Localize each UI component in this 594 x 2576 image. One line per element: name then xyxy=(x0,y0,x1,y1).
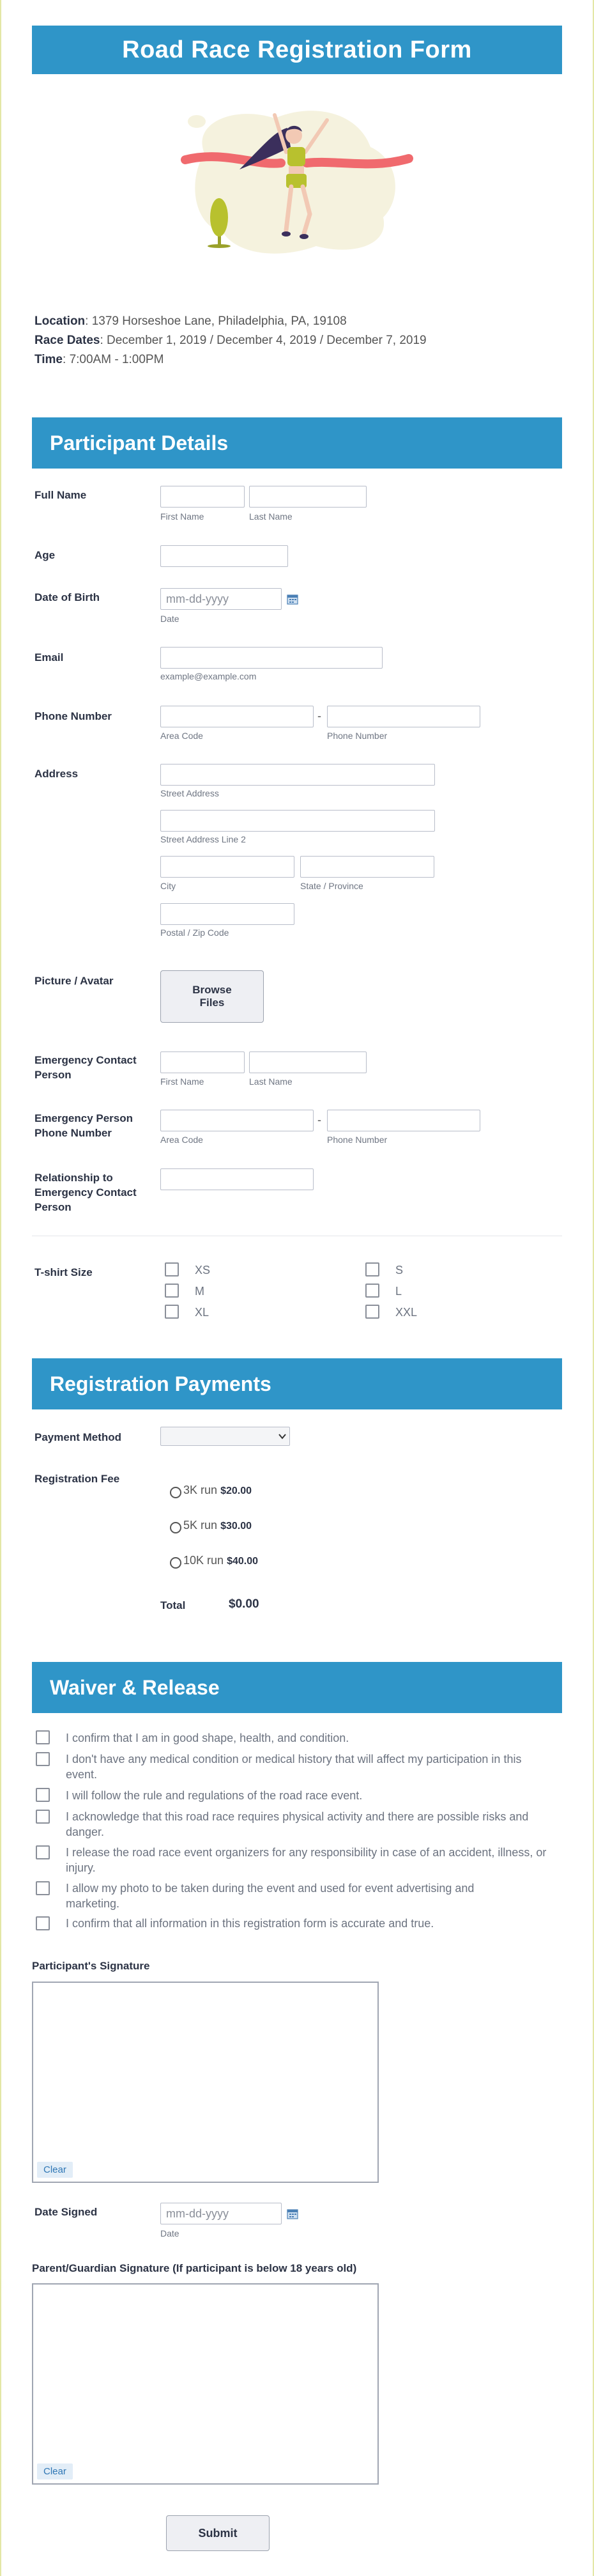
illustration-tree xyxy=(210,198,228,237)
age-label: Age xyxy=(34,549,56,561)
payment-method-select[interactable] xyxy=(160,1427,290,1446)
dob-sublabel: Date xyxy=(160,614,179,624)
waiver-checkbox-4[interactable] xyxy=(36,1810,50,1824)
guardian-signature-pad[interactable] xyxy=(32,2283,379,2485)
submit-button[interactable]: Submit xyxy=(166,2515,270,2551)
emergency-phone-dash: - xyxy=(317,1113,321,1126)
street-address-sublabel: Street Address xyxy=(160,788,219,798)
fee-10k-radio[interactable] xyxy=(170,1557,181,1569)
event-location: Location: 1379 Horseshoe Lane, Philadelphia, PA, 19108 xyxy=(34,314,347,328)
waiver-text-1: I confirm that I am in good shape, health, and condition. xyxy=(66,1732,349,1744)
waiver-checkbox-2[interactable] xyxy=(36,1752,50,1766)
browse-files-button[interactable]: Browse Files xyxy=(160,970,264,1023)
participant-signature-label: Participant's Signature xyxy=(32,1960,150,1972)
fee-5k-option: 5K run $30.00 xyxy=(183,1519,252,1532)
email-input[interactable] xyxy=(160,647,383,669)
form-header xyxy=(32,26,562,74)
first-name-sublabel: First Name xyxy=(160,511,204,522)
registration-fee-label: Registration Fee xyxy=(34,1473,120,1485)
state-sublabel: State / Province xyxy=(300,881,363,891)
fee-10k-option: 10K run $40.00 xyxy=(183,1554,258,1567)
event-time: Time: 7:00AM - 1:00PM xyxy=(34,353,164,366)
email-sublabel: example@example.com xyxy=(160,671,257,681)
runner-illustration xyxy=(179,102,422,262)
full-name-label: Full Name xyxy=(34,489,87,501)
waiver-checkbox-3[interactable] xyxy=(36,1788,50,1802)
tshirt-l-label: L xyxy=(395,1285,402,1298)
payment-method-label: Payment Method xyxy=(34,1431,122,1443)
tshirt-xl-label: XL xyxy=(195,1306,209,1319)
waiver-text-7: I confirm that all information in this registration form is accurate and true. xyxy=(66,1917,434,1930)
tshirt-xxl-checkbox[interactable] xyxy=(365,1305,379,1319)
finish-ribbon-right xyxy=(307,159,409,164)
phone-label: Phone Number xyxy=(34,710,112,722)
tshirt-xxl-label: XXL xyxy=(395,1306,418,1319)
relationship-label: Relationship to Emergency Contact Person xyxy=(34,1172,137,1213)
form-title: Road Race Registration Form xyxy=(122,36,472,63)
dob-input[interactable]: mm-dd-yyyy xyxy=(160,588,282,610)
emergency-phone-label: Emergency Person Phone Number xyxy=(34,1112,133,1139)
guardian-signature-clear-button[interactable]: Clear xyxy=(37,2463,73,2479)
waiver-checkbox-6[interactable] xyxy=(36,1881,50,1895)
date-signed-sublabel: Date xyxy=(160,2228,179,2238)
event-dates: Race Dates: December 1, 2019 / December 4, 2019 / December 7, 2019 xyxy=(34,334,427,347)
waiver-checkbox-5[interactable] xyxy=(36,1845,50,1859)
tshirt-s-label: S xyxy=(395,1264,404,1276)
tshirt-m-label: M xyxy=(195,1285,204,1298)
payments-section-header: Registration Payments xyxy=(32,1358,562,1409)
phone-number-sublabel: Phone Number xyxy=(327,731,388,741)
emergency-first-name-input[interactable] xyxy=(160,1051,245,1073)
last-name-sublabel: Last Name xyxy=(249,511,293,522)
tshirt-m-checkbox[interactable] xyxy=(165,1284,179,1298)
waiver-checkbox-7[interactable] xyxy=(36,1916,50,1930)
date-signed-label: Date Signed xyxy=(34,2206,98,2218)
phone-dash: - xyxy=(317,710,321,722)
picture-label: Picture / Avatar xyxy=(34,975,114,987)
tshirt-s-checkbox[interactable] xyxy=(365,1262,379,1276)
emergency-phone-number-input[interactable] xyxy=(327,1110,480,1131)
guardian-signature-label: Parent/Guardian Signature (If participant is below 18 years old) xyxy=(32,2262,357,2274)
participant-signature-pad[interactable] xyxy=(32,1982,379,2183)
participant-section-header: Participant Details xyxy=(32,417,562,469)
waiver-checkbox-1[interactable] xyxy=(36,1730,50,1744)
waiver-text-4: I acknowledge that this road race requires physical activity and there are possible risks and danger. xyxy=(66,1810,529,1838)
area-code-sublabel: Area Code xyxy=(160,731,203,741)
participant-signature-clear-button[interactable]: Clear xyxy=(37,2162,73,2178)
emergency-first-name-sublabel: First Name xyxy=(160,1076,204,1087)
waiver-text-3: I will follow the rule and regulations of the road race event. xyxy=(66,1789,363,1802)
calendar-icon[interactable] xyxy=(286,593,299,605)
relationship-input[interactable] xyxy=(160,1168,314,1190)
email-label: Email xyxy=(34,651,64,663)
waiver-text-2: I don't have any medical condition or medical history that will affect my participation in this event. xyxy=(66,1753,522,1781)
waiver-text-6: I allow my photo to be taken during the event and used for event advertising and marketing. xyxy=(66,1882,475,1910)
city-sublabel: City xyxy=(160,881,176,891)
city-input[interactable] xyxy=(160,856,294,878)
date-signed-input[interactable]: mm-dd-yyyy xyxy=(160,2203,282,2224)
emergency-contact-label: Emergency Contact Person xyxy=(34,1054,137,1081)
waiver-text-5: I release the road race event organizers for any responsibility in case of an accident, illness, or injury. xyxy=(66,1846,547,1874)
chevron-down-icon xyxy=(278,1433,286,1439)
last-name-input[interactable] xyxy=(249,486,367,508)
area-code-input[interactable] xyxy=(160,706,314,727)
total-value: $0.00 xyxy=(229,1597,259,1611)
tshirt-size-label: T-shirt Size xyxy=(34,1266,93,1278)
phone-number-input[interactable] xyxy=(327,706,480,727)
address-label: Address xyxy=(34,768,79,780)
fee-5k-radio[interactable] xyxy=(170,1522,181,1533)
fee-3k-option: 3K run $20.00 xyxy=(183,1484,252,1496)
emergency-last-name-sublabel: Last Name xyxy=(249,1076,293,1087)
tshirt-xs-checkbox[interactable] xyxy=(165,1262,179,1276)
emergency-last-name-input[interactable] xyxy=(249,1051,367,1073)
tshirt-l-checkbox[interactable] xyxy=(365,1284,379,1298)
dob-label: Date of Birth xyxy=(34,591,100,603)
state-input[interactable] xyxy=(300,856,434,878)
street-address-2-input[interactable] xyxy=(160,810,435,832)
street-address-2-sublabel: Street Address Line 2 xyxy=(160,834,246,844)
illustration-cloud xyxy=(188,115,206,128)
emergency-area-code-input[interactable] xyxy=(160,1110,314,1131)
postal-input[interactable] xyxy=(160,903,294,925)
first-name-input[interactable] xyxy=(160,486,245,508)
emergency-area-code-sublabel: Area Code xyxy=(160,1135,203,1145)
tshirt-xs-label: XS xyxy=(195,1264,211,1276)
runner-top xyxy=(287,147,305,166)
emergency-phone-number-sublabel: Phone Number xyxy=(327,1135,388,1145)
postal-sublabel: Postal / Zip Code xyxy=(160,927,229,938)
fee-3k-radio[interactable] xyxy=(170,1487,181,1498)
calendar-icon[interactable] xyxy=(286,2207,299,2220)
waiver-section-header: Waiver & Release xyxy=(32,1662,562,1713)
street-address-input[interactable] xyxy=(160,764,435,786)
tshirt-xl-checkbox[interactable] xyxy=(165,1305,179,1319)
total-label: Total xyxy=(160,1599,186,1611)
age-input[interactable] xyxy=(160,545,288,567)
